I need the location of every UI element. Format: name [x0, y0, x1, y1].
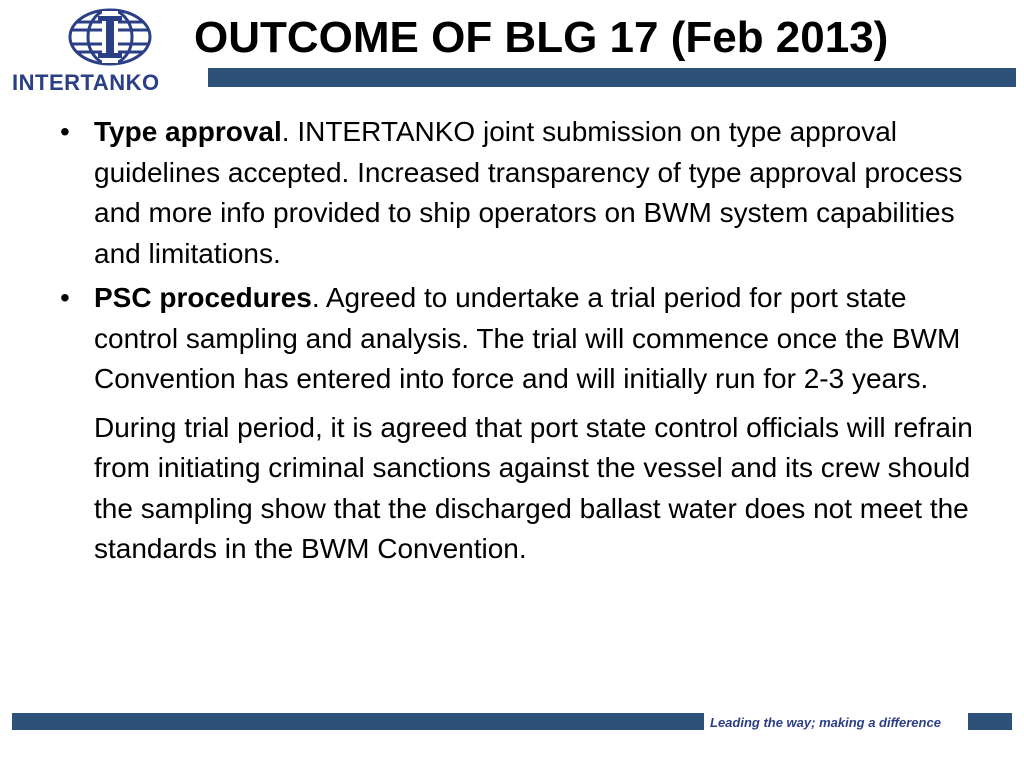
bullet-psc-procedures: [60, 278, 980, 400]
bullet-term: Type approval: [94, 116, 282, 147]
intertanko-logo: [10, 8, 210, 95]
slide-title: OUTCOME OF BLG 17 (Feb 2013): [194, 13, 889, 62]
bullet-marker: •: [60, 116, 70, 147]
bullet-text: . INTERTANKO joint submission on type approval guidelines accepted. Increased transparency of type approval process and more info provided to ship operators on BWM system capabilities and limitations.: [94, 116, 963, 269]
bullet-type-approval: [60, 112, 980, 274]
footer-bar-left: [12, 713, 704, 730]
bullet-marker: •: [60, 282, 70, 313]
footer-bar-right: [968, 713, 1012, 730]
bullet-term: PSC procedures: [94, 282, 312, 313]
header-bar: [208, 68, 1016, 87]
bullet-text: . Agreed to undertake a trial period for port state control sampling and analysis. The trial will commence once the BWM Convention has entered into force and will initially run for 2-3 years.: [94, 282, 961, 394]
logo-wordmark: INTERTANKO: [12, 70, 160, 95]
trial-period-paragraph: During trial period, it is agreed that port state control officials will refrain from initiating criminal sanctions against the vessel and its crew should the sampling show that the discharged ballast water does not meet the standards in the BWM Convention.: [94, 411, 973, 564]
slide-content: [60, 112, 980, 570]
footer-tagline: Leading the way; making a difference: [710, 715, 941, 730]
globe-icon: [68, 8, 152, 66]
